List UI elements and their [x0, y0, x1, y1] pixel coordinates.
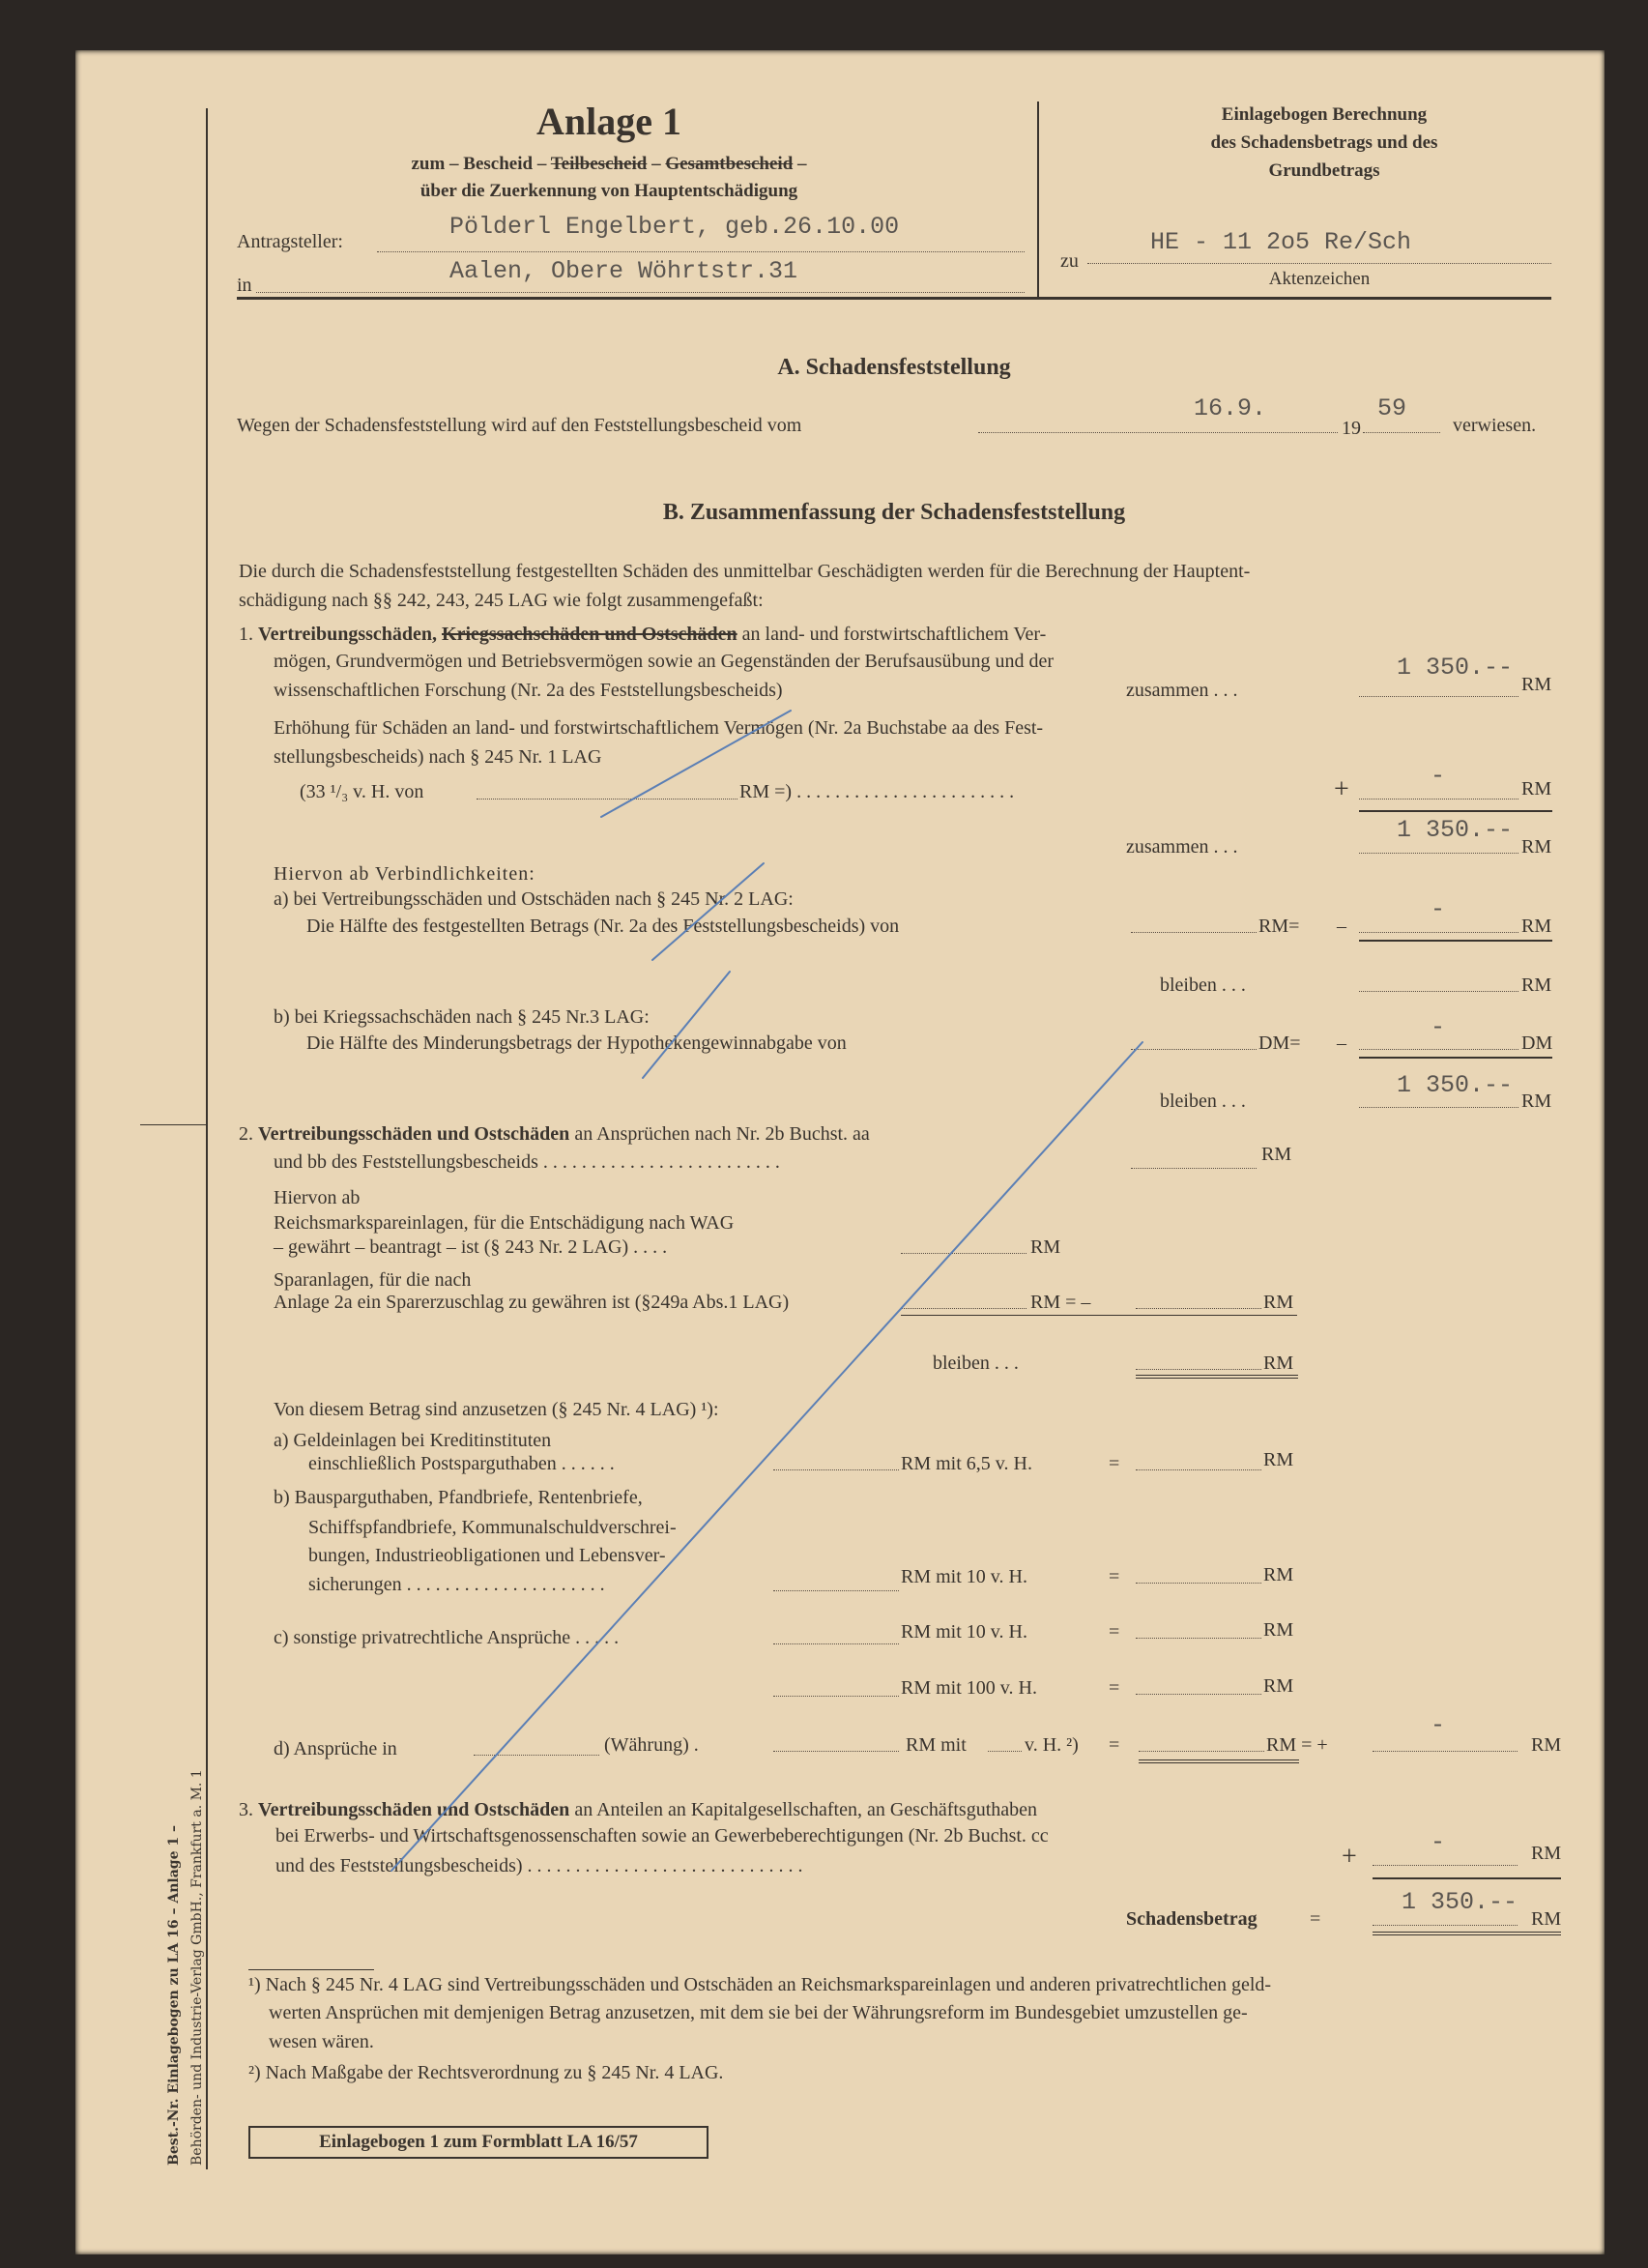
plus-sign: + — [1342, 1842, 1357, 1872]
von-diesem-line: Von diesem Betrag sind anzusetzen (§ 245 Nr. 4 LAG) ¹): — [274, 1399, 719, 1420]
footnote-line: ¹) Nach § 245 Nr. 4 LAG sind Vertreibungsschäden und Ostschäden an Reichsmarkspareinlagen und anderen privatrechtlichen geld- — [248, 1974, 1272, 1995]
item2-line2: und bb des Feststellungsbescheids . . . . . . . . . . . . . . . . . . . . . . . . . — [274, 1151, 780, 1173]
item3-line3: und des Feststellungsbescheids) . . . . . . . . . . . . . . . . . . . . . . . . . . . . . — [275, 1855, 803, 1876]
currency-rm: RM — [1263, 1449, 1294, 1470]
sub-b-line: b) Bausparguthaben, Pfandbriefe, Rentenbriefe, — [274, 1487, 643, 1508]
right-title-line: Einlagebogen Berechnung — [1221, 104, 1428, 125]
third-prefix: (33 ¹/₃ v. H. von — [300, 781, 424, 802]
liab-a-amount: - — [1431, 895, 1446, 923]
decision-year: 59 — [1377, 394, 1407, 422]
spar-line: Anlage 2a ein Sparerzuschlag zu gewähren ist (§249a Abs.1 LAG) — [274, 1292, 790, 1313]
item-bold: Vertreibungsschäden, — [258, 624, 438, 645]
rsp-line: Reichsmarkspareinlagen, für die Entschädigung nach WAG — [274, 1212, 735, 1234]
right-title-line: des Schadensbetrags und des — [1210, 132, 1438, 153]
section-a-text: Wegen der Schadensfeststellung wird auf den Feststellungsbescheid vom — [237, 415, 802, 436]
third-rm: RM =) . . . . . . . . . . . . . . . . . . . . . . . — [739, 781, 1015, 802]
file-number: HE - 11 2o5 Re/Sch — [1150, 228, 1412, 256]
liab-a-line: Die Hälfte des festgestellten Betrags (Nr. 2a des Feststellungsbescheids) von — [306, 916, 900, 937]
liab-b-line: b) bei Kriegssachschäden nach § 245 Nr.3 LAG: — [274, 1006, 650, 1028]
sub-b-line: sicherungen . . . . . . . . . . . . . . . . . . . . . — [308, 1574, 605, 1595]
side-publisher: Behörden- und Industrie-Verlag GmbH., Frankfurt a. M. 1 — [189, 1769, 205, 2166]
eq-sign: = — [1109, 1453, 1120, 1474]
item3-amount: - — [1431, 1828, 1446, 1856]
file-label: Aktenzeichen — [1268, 269, 1371, 289]
vh-label: v. H. ²) — [1025, 1734, 1079, 1756]
currency-rm: RM — [1263, 1564, 1294, 1585]
schadensbetrag-label: Schadensbetrag — [1126, 1908, 1258, 1930]
item3-line2: bei Erwerbs- und Wirtschaftsgenossenschaften sowie an Gewerbeberechtigungen (Nr. 2b Buchst. cc — [275, 1825, 1049, 1846]
currency-dm: DM — [1521, 1032, 1553, 1054]
currency-rm: RM — [1521, 674, 1552, 695]
item-num: 3. — [239, 1799, 253, 1820]
zusammen-label: zusammen . . . — [1126, 680, 1238, 701]
side-order-number: Best.-Nr. Einlagebogen zu LA 16 – Anlage 1 – — [166, 1825, 182, 2166]
sub-b-line: bungen, Industrieobligationen und Lebensver- — [308, 1545, 666, 1566]
item-bold: Vertreibungsschäden und Ostschäden — [258, 1799, 570, 1820]
section-a-heading: A. Schadensfeststellung — [777, 355, 1011, 380]
item1-line2: mögen, Grundvermögen und Betriebsvermögen sowie an Gegenständen der Berufsausübung und der — [274, 651, 1055, 672]
hiervon-label: Hiervon ab — [274, 1187, 361, 1208]
liabilities-heading: Hiervon ab Verbindlichkeiten: — [274, 863, 535, 885]
currency-rm: RM — [1263, 1352, 1294, 1374]
item-num: 2. — [239, 1123, 253, 1145]
liab-a-line: a) bei Vertreibungsschäden und Ostschäden nach § 245 Nr. 2 LAG: — [274, 888, 794, 910]
currency-rm: RM — [1521, 778, 1552, 800]
currency-rm: RM — [1531, 1734, 1562, 1756]
subtitle-bescheid: – Bescheid – — [449, 154, 547, 174]
zu-label: zu — [1060, 250, 1079, 272]
item-text: an Anteilen an Kapitalgesellschaften, an Geschäftsguthaben — [574, 1799, 1038, 1820]
decision-date: 16.9. — [1194, 394, 1267, 422]
pen-stroke — [652, 863, 764, 960]
minus-sign: – — [1337, 916, 1346, 937]
pen-stroke — [601, 711, 791, 817]
pen-stroke — [391, 1042, 1142, 1871]
item-text: an Ansprüchen nach Nr. 2b Buchst. aa — [574, 1123, 870, 1145]
liab-b-line: Die Hälfte des Minderungsbetrags der Hypothekengewinnabgabe von — [306, 1032, 847, 1054]
subtitle-end: – — [797, 154, 807, 174]
year-prefix: 19 — [1342, 418, 1361, 439]
subtitle-gesamtbescheid: Gesamtbescheid — [665, 154, 794, 174]
location-value: Aalen, Obere Wöhrtstr.31 — [449, 257, 798, 285]
item2-amount: - — [1431, 1711, 1446, 1739]
rm-eq: RM= — [1258, 916, 1300, 937]
item-bold-struck: Kriegssachschäden und Ostschäden — [442, 624, 737, 645]
currency-rm: RM — [1263, 1675, 1294, 1697]
increase-line: Erhöhung für Schäden an land- und forstwirtschaftlichem Vermögen (Nr. 2a Buchstabe aa des Fest- — [274, 717, 1044, 739]
rate-label: RM mit 10 v. H. — [901, 1621, 1027, 1643]
item1-total: 1 350.-- — [1397, 816, 1514, 844]
rm-eq-plus: RM = + — [1266, 1734, 1328, 1756]
currency-rm: RM — [1531, 1908, 1562, 1930]
footnote-line: wesen wären. — [269, 2031, 374, 2052]
currency-rm: RM — [1263, 1292, 1294, 1313]
dm-eq: DM= — [1258, 1032, 1301, 1054]
eq-sign: = — [1310, 1908, 1321, 1930]
section-b-heading: B. Zusammenfassung der Schadensfeststellung — [662, 500, 1126, 525]
eq-sign: = — [1109, 1677, 1120, 1699]
increase-line: stellungsbescheids) nach § 245 Nr. 1 LAG — [274, 746, 602, 768]
liab-b-amount: - — [1431, 1013, 1446, 1041]
right-title-line: Grundbetrags — [1268, 160, 1380, 181]
rate-label: RM mit — [906, 1734, 967, 1756]
form-title: Anlage 1 — [536, 100, 681, 143]
item-text: an land- und forstwirtschaftlichem Ver- — [741, 624, 1047, 645]
intro-line: Die durch die Schadensfeststellung festgestellten Schäden des unmittelbar Geschädigten werden für die Berechnung der Hauptent- — [239, 561, 1251, 582]
applicant-value: Pölderl Engelbert, geb.26.10.00 — [449, 213, 900, 241]
item-bold: Vertreibungsschäden und Ostschäden — [258, 1123, 570, 1145]
rsp-line: – gewährt – beantragt – ist (§ 243 Nr. 2 LAG) . . . . — [274, 1236, 668, 1258]
bleiben-label: bleiben . . . — [933, 1352, 1019, 1374]
pen-stroke — [643, 972, 730, 1078]
rate-label: RM mit 10 v. H. — [901, 1566, 1027, 1587]
eq-sign: = — [1109, 1621, 1120, 1643]
subtitle-teilbescheid: Teilbescheid — [550, 154, 648, 174]
footnote-line: ²) Nach Maßgabe der Rechtsverordnung zu § 245 Nr. 4 LAG. — [248, 2062, 724, 2083]
subtitle-sep: – — [651, 154, 661, 174]
plus-sign: + — [1334, 774, 1349, 804]
form-subtitle-2: über die Zuerkennung von Hauptentschädigung — [419, 181, 798, 201]
subtitle-zum: zum — [411, 154, 446, 174]
schadensbetrag-amount: 1 350.-- — [1402, 1888, 1518, 1916]
currency-rm: RM — [1261, 1144, 1292, 1165]
in-label: in — [237, 275, 252, 296]
sub-a-line: a) Geldeinlagen bei Kreditinstituten — [274, 1430, 552, 1451]
footnote-line: werten Ansprüchen mit demjenigen Betrag anzusetzen, mit dem sie bei der Währungsreform im Bundesgebiet umzustellen ge- — [269, 2002, 1248, 2023]
item1-remain: 1 350.-- — [1397, 1071, 1514, 1099]
increase-amount: - — [1431, 762, 1446, 790]
zusammen-label: zusammen . . . — [1126, 836, 1238, 858]
item1-line3: wissenschaftlichen Forschung (Nr. 2a des Feststellungsbescheids) — [274, 680, 783, 701]
spar-line: Sparanlagen, für die nach — [274, 1269, 472, 1291]
section-a-suffix: verwiesen. — [1453, 415, 1537, 436]
bleiben-label: bleiben . . . — [1160, 1090, 1246, 1112]
sub-d-line: d) Ansprüche in — [274, 1738, 397, 1759]
currency-rm: RM — [1263, 1619, 1294, 1641]
currency-rm: RM — [1531, 1843, 1562, 1864]
rm-eq-minus: RM = – — [1030, 1292, 1091, 1313]
item1-amount: 1 350.-- — [1397, 654, 1514, 682]
eq-sign: = — [1109, 1734, 1120, 1756]
currency-rm: RM — [1521, 1090, 1552, 1112]
currency-rm: RM — [1030, 1236, 1061, 1258]
eq-sign: = — [1109, 1566, 1120, 1587]
sub-b-line: Schiffspfandbriefe, Kommunalschuldverschrei- — [308, 1517, 677, 1538]
minus-sign: – — [1337, 1032, 1346, 1054]
bleiben-label: bleiben . . . — [1160, 974, 1246, 996]
currency-rm: RM — [1521, 974, 1552, 996]
sub-a-line: einschließlich Postsparguthaben . . . . . . — [308, 1453, 615, 1474]
waehrung-label: (Währung) . — [604, 1734, 699, 1756]
sub-c-line: c) sonstige privatrechtliche Ansprüche . . . . . — [274, 1627, 620, 1648]
rate-label: RM mit 6,5 v. H. — [901, 1453, 1032, 1474]
currency-rm: RM — [1521, 836, 1552, 858]
rate-label: RM mit 100 v. H. — [901, 1677, 1037, 1699]
intro-line: schädigung nach §§ 242, 243, 245 LAG wie folgt zusammengefaßt: — [239, 590, 764, 611]
applicant-label: Antragsteller: — [237, 231, 343, 252]
item-num: 1. — [239, 624, 253, 645]
currency-rm: RM — [1521, 916, 1552, 937]
form-id-box: Einlagebogen 1 zum Formblatt LA 16/57 — [248, 2126, 708, 2159]
